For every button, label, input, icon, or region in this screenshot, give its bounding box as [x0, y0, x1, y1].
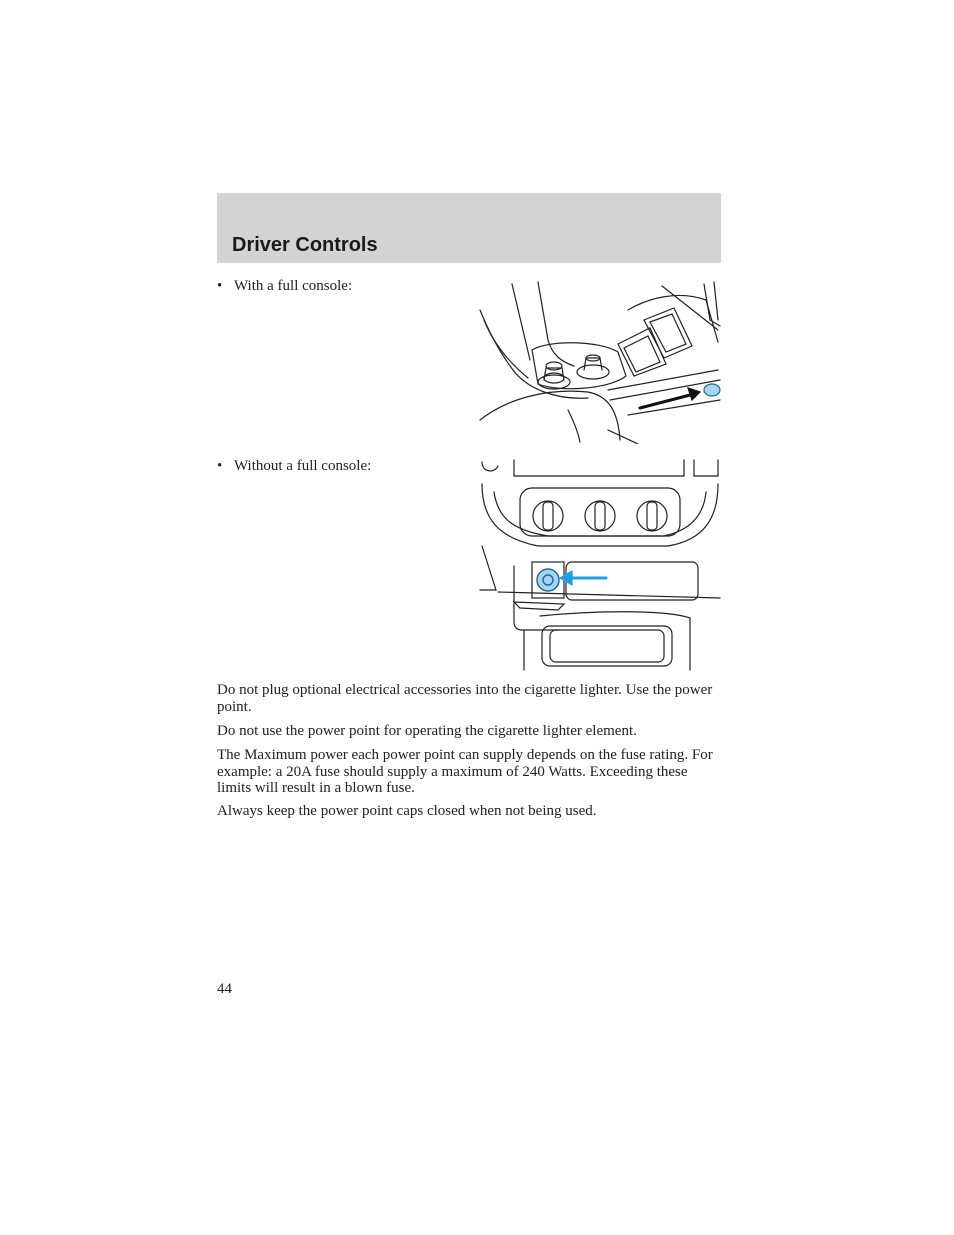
power-point-icon: [704, 384, 720, 396]
knob-fan-icon: [533, 501, 563, 531]
knob-mode-icon: [637, 501, 667, 531]
section-header-band: [217, 193, 721, 263]
bullet-text: Without a full console:: [234, 458, 372, 474]
bullet-without-full-console: [217, 457, 371, 475]
section-title: Driver Controls: [232, 234, 378, 256]
paragraph-caps-closed: Always keep the power point caps closed when not being used.: [217, 803, 597, 819]
full-console-illustration: [478, 280, 722, 444]
paragraph-accessories-warning: Do not plug optional electrical accessories into the cigarette lighter. Use the power point.: [217, 682, 713, 715]
knob-temperature-icon: [585, 501, 615, 531]
paragraph-lighter-warning: Do not use the power point for operating the cigarette lighter element.: [217, 723, 637, 739]
paragraph-fuse-rating: The Maximum power each power point can supply depends on the fuse rating. For example: a 20A fuse should supply a maximum of 240 Watts. Exceeding these limits will result in a blown fuse.: [217, 747, 713, 796]
power-point-icon: [537, 569, 559, 591]
bullet-symbol: •: [217, 458, 223, 474]
page-number: 44: [217, 981, 232, 997]
bullet-symbol: •: [217, 278, 223, 294]
bullet-text: With a full console:: [234, 278, 353, 294]
bullet-full-console: [217, 277, 352, 295]
standard-console-illustration: [478, 458, 722, 672]
